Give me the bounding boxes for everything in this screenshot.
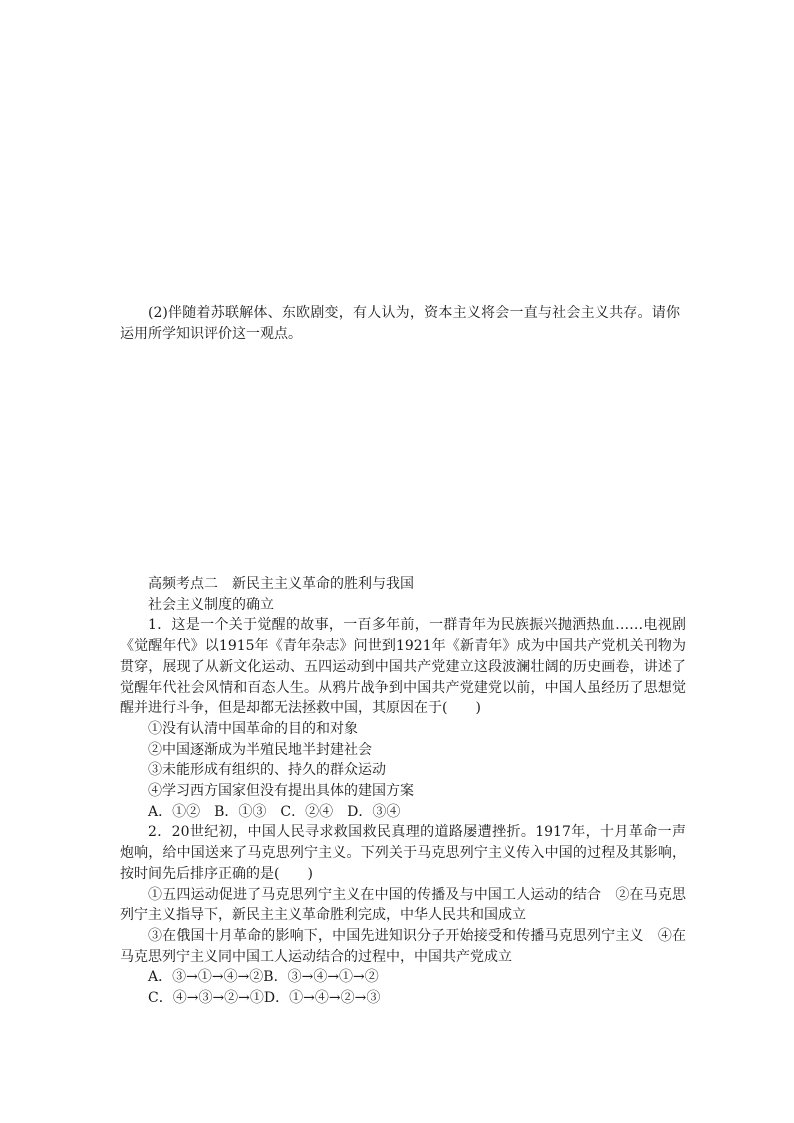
question-2-options-line1: A．③→①→④→②B．③→④→①→② [148,969,379,986]
question-1-item: ②中国逐渐成为半殖民地半封建社会 [148,741,372,758]
question-1-options: A．①② B．①③ C．②④ D．③④ [148,803,401,820]
question-2-options-line2: C．④→③→②→①D．①→④→②→③ [148,990,381,1007]
question-2-stem: 2．20世纪初，中国人民寻求救国救民真理的道路屡遭挫折。1917年，十月革命一声炮响，给中国送来了马克思列宁主义。下列关于马克思列宁主义传入中国的过程及其影响，按时间先后排序正确的是( ) [120,824,686,882]
question-2-statements-a: ①五四运动促进了马克思列宁主义在中国的传播及与中国工人运动的结合 ②在马克思列宁主义指导下，新民主主义革命胜利完成，中华人民共和国成立 [120,886,686,924]
question-2-statements-b: ③在俄国十月革命的影响下，中国先进知识分子开始接受和传播马克思列宁主义 ④在马克思列宁主义同中国工人运动结合的过程中，中国共产党成立 [120,927,686,965]
section-heading-line2: 社会主义制度的确立 [148,596,274,613]
sub-question-block [120,303,680,345]
question-1-item: ①没有认清中国革命的目的和对象 [148,720,358,737]
section-block [120,574,686,1009]
question-1-item: ③未能形成有组织的、持久的群众运动 [148,762,386,779]
section-heading-line1: 高频考点二 新民主主义革命的胜利与我国 [148,576,414,592]
question-1-item: ④学习西方国家但没有提出具体的建国方案 [148,783,414,800]
sub-question-2: (2)伴随着苏联解体、东欧剧变，有人认为，资本主义将会一直与社会主义共存。请你运用所学知识评价这一观点。 [120,305,680,342]
question-1-stem: 1．这是一个关于觉醒的故事，一百多年前，一群青年为民族振兴抛洒热血……电视剧《觉醒年代》以1915年《青年杂志》问世到1921年《新青年》成为中国共产党机关刊物为贯穿，展现了从新文化运动、五四运动到中国共产党建立这段波澜壮阔的历史画卷，讲述了觉醒年代社会风情和百态人生。从鸦片战争到中国共产党建党以前，中国人虽经历了思想觉醒并进行斗争，但是却都无法拯救中国，其原因在于( ) [120,617,686,717]
